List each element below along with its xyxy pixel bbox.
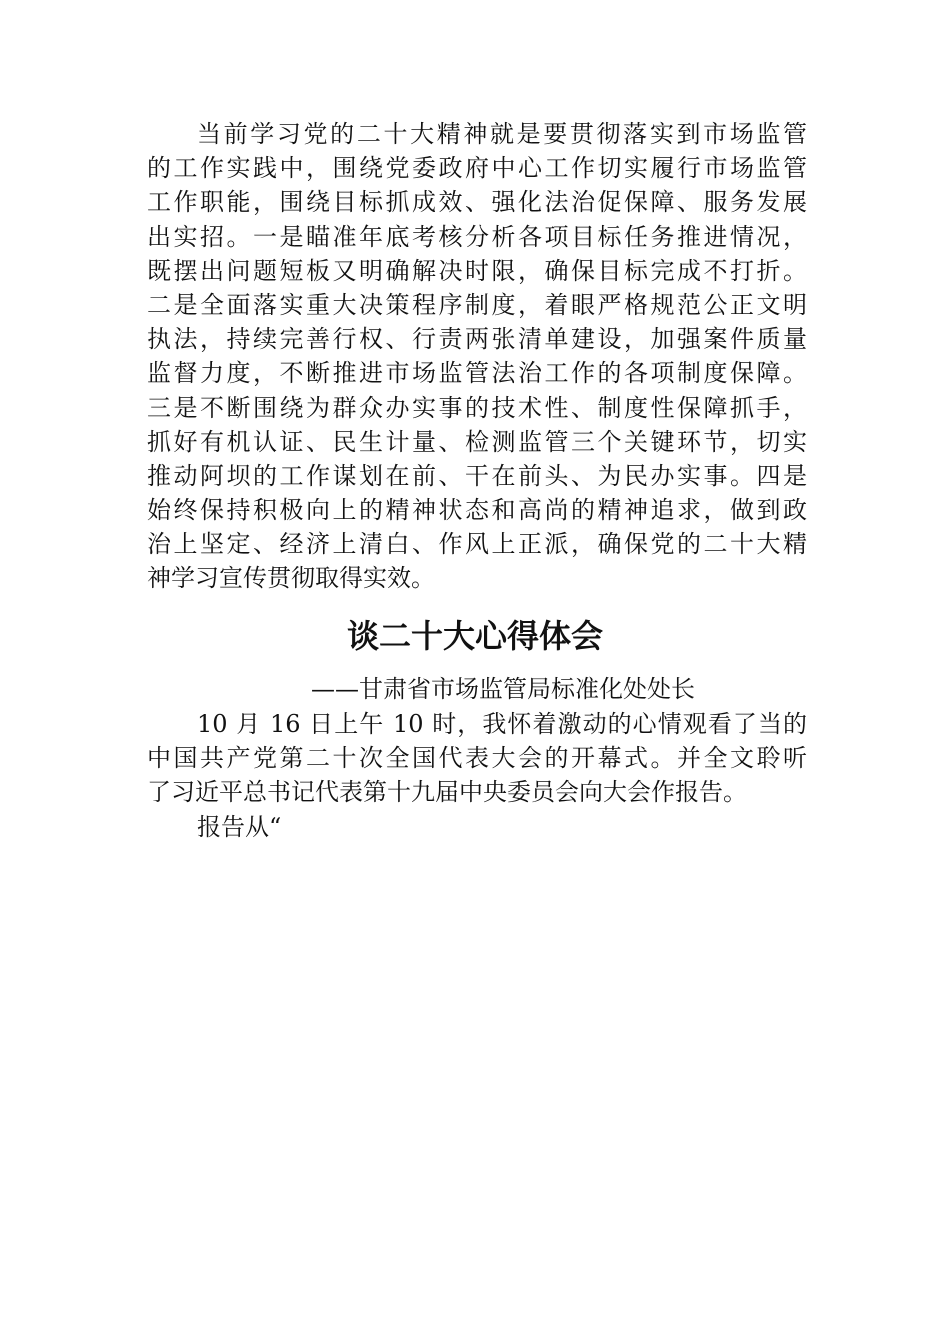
paragraph-line: 10 月 16 日上午 10 时，我怀着激动的心情观看了当的: [197, 710, 807, 738]
paragraph-line: 三是不断围绕为群众办实事的技术性、制度性保障抓手，: [147, 393, 807, 422]
paragraph-line: 监督力度，不断推进市场监管法治工作的各项制度保障。: [147, 359, 807, 388]
paragraph-line: 始终保持积极向上的精神状态和高尚的精神追求，做到政: [147, 496, 807, 525]
paragraph-line: 工作职能，围绕目标抓成效、强化法治促保障、服务发展: [147, 188, 807, 217]
paragraph-line: 既摆出问题短板又明确解决时限，确保目标完成不打折。: [147, 256, 807, 285]
paragraph-line: 当前学习党的二十大精神就是要贯彻落实到市场监管: [197, 120, 807, 148]
paragraph-line: 执法，持续完善行权、行责两张清单建设，加强案件质量: [147, 325, 807, 354]
paragraph-line: 抓好有机认证、民生计量、检测监管三个关键环节，切实: [147, 427, 807, 456]
article-byline: ——甘肃省市场监管局标准化处处长: [311, 675, 695, 703]
paragraph-line: 的工作实践中，围绕党委政府中心工作切实履行市场监管: [147, 154, 807, 183]
paragraph-line: 治上坚定、经济上清白、作风上正派，确保党的二十大精: [147, 530, 807, 559]
paragraph-line: 推动阿坝的工作谋划在前、干在前头、为民办实事。四是: [147, 461, 807, 490]
paragraph-line: 中国共产党第二十次全国代表大会的开幕式。并全文聆听: [147, 744, 807, 773]
body-paragraph-2: [147, 707, 807, 844]
paragraph-line: 报告从“: [197, 812, 282, 841]
paragraph-line: 二是全面落实重大决策程序制度，着眼严格规范公正文明: [147, 290, 807, 319]
article-title: 谈二十大心得体会: [346, 617, 603, 655]
body-paragraph-1: [147, 117, 807, 596]
paragraph-line: 出实招。一是瞄准年底考核分析各项目标任务推进情况，: [147, 222, 807, 251]
paragraph-line: 了习近平总书记代表第十九届中央委员会向大会作报告。: [147, 778, 747, 807]
paragraph-line: 神学习宣传贯彻取得实效。: [147, 564, 435, 593]
